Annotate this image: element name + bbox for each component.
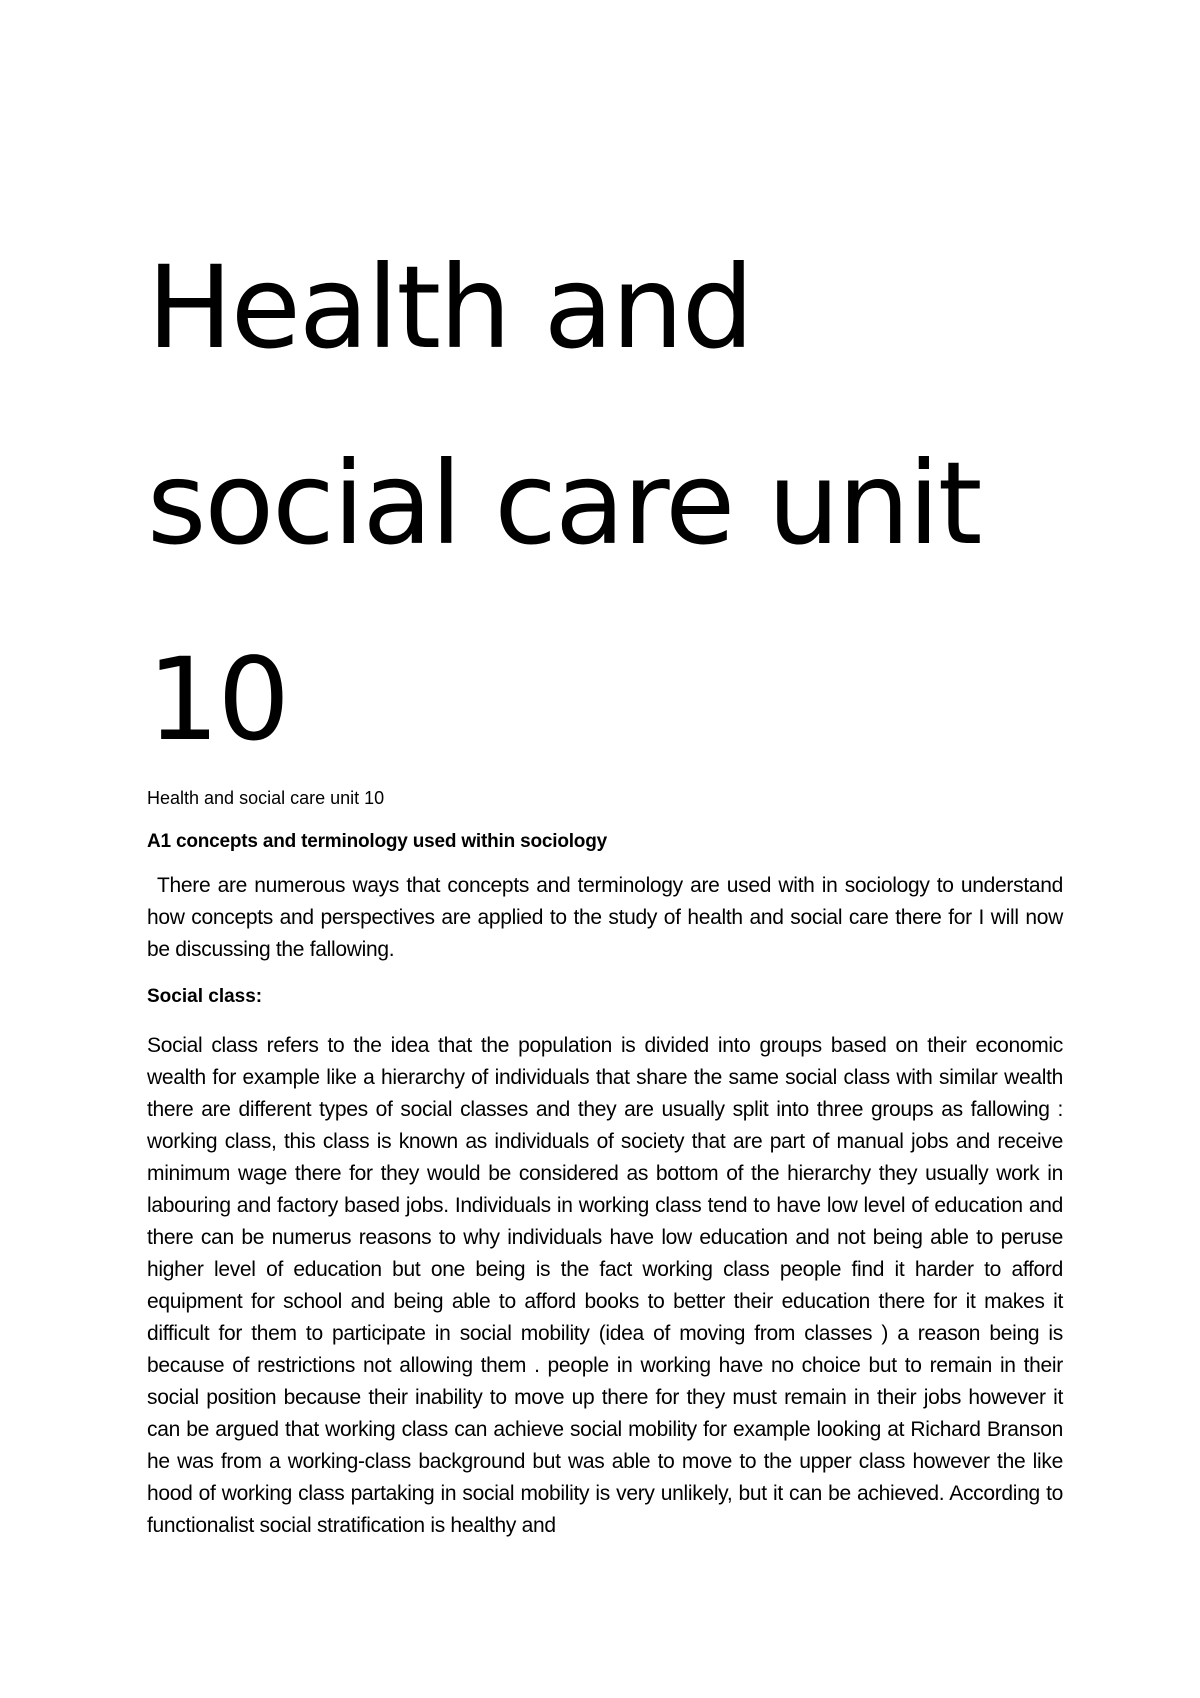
section-heading: A1 concepts and terminology used within sociology <box>147 831 607 852</box>
title-line-2: social care unit <box>147 437 981 570</box>
document-content <box>147 210 1063 1542</box>
title-line-3: 10 <box>147 633 289 766</box>
social-class-label: Social class: <box>147 986 263 1007</box>
intro-paragraph: There are numerous ways that concepts and terminology are used with in sociology to understand how concepts and perspectives are applied to the study of health and social care there for I will now be discussing the fallowing. <box>147 874 1063 961</box>
body-paragraph: Social class refers to the idea that the population is divided into groups based on their economic wealth for example like a hierarchy of individuals that share the same social class with similar wealth there are different types of social classes and they are usually split into three groups as fallowing : working class, this class is known as individuals of society that are part of manual jobs and receive minimum wage there for they would be considered as bottom of the hierarchy they usually work in labouring and factory based jobs. Individuals in working class tend to have low level of education and there can be numerus reasons to why individuals have low education and not being able to peruse higher level of education but one being is the fact working class people find it harder to afford equipment for school and being able to afford books to better their education there for it makes it difficult for them to participate in social mobility (idea of moving from classes ) a reason being is because of restrictions not allowing them . people in working have no choice but to remain in their social position because their inability to move up there for they must remain in their jobs however it can be argued that working class can achieve social mobility for example looking at Richard Branson he was from a working-class background but was able to move to the upper class however the like hood of working class partaking in social mobility is very unlikely, but it can be achieved. According to functionalist social stratification is healthy and <box>147 1034 1063 1537</box>
title-line-1: Health and <box>147 241 753 374</box>
document-subtitle: Health and social care unit 10 <box>147 788 385 808</box>
document-title <box>147 210 1063 798</box>
